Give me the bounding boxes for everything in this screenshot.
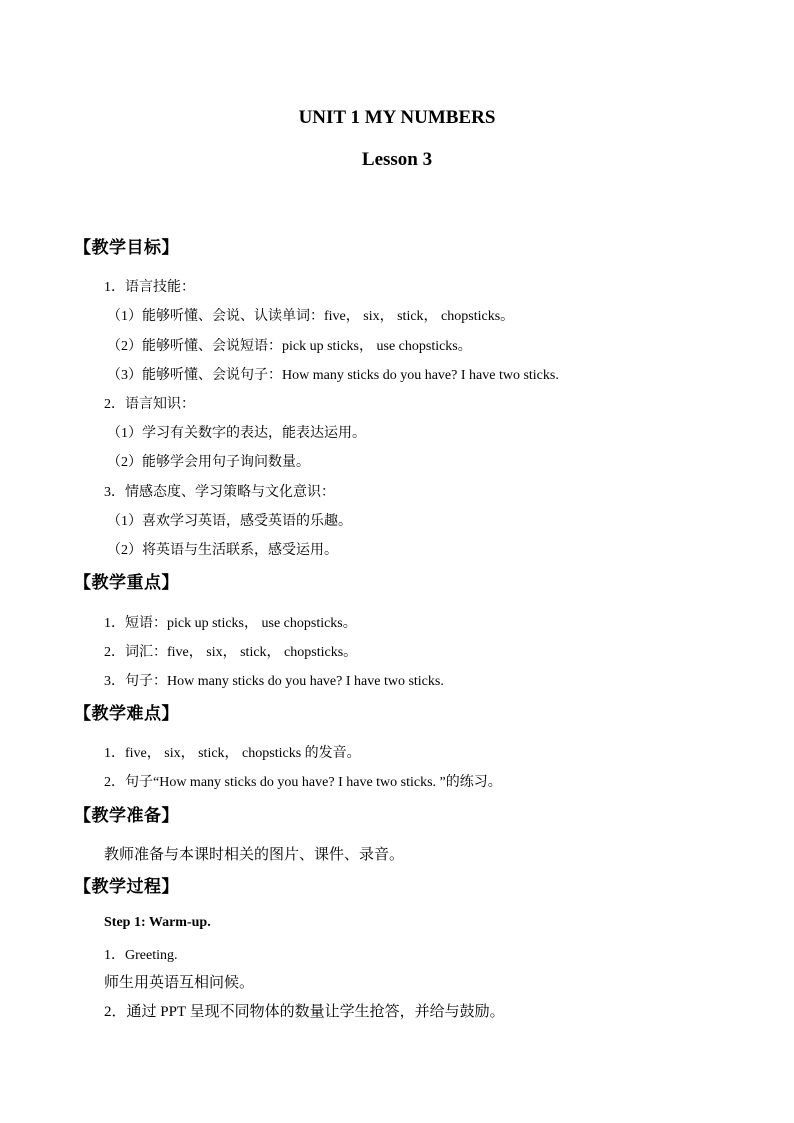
- key-point-line: 1．短语：pick up sticks， use chopsticks。: [104, 616, 357, 631]
- difficulty-line: 1．five， six， stick， chopsticks 的发音。: [104, 746, 361, 761]
- process-line: 1．Greeting.: [104, 948, 178, 963]
- objective-line: （1）学习有关数字的表达，能表达运用。: [107, 426, 366, 441]
- objective-line: （2）将英语与生活联系，感受运用。: [107, 543, 338, 558]
- objective-line: 2．语言知识：: [104, 397, 195, 412]
- objective-line: 1．语言技能：: [104, 280, 195, 295]
- page-subtitle: Lesson 3: [361, 149, 433, 170]
- section-heading-difficulties: 【教学难点】: [74, 704, 179, 723]
- key-point-line: 3．句子：How many sticks do you have? I have two sticks.: [104, 674, 444, 689]
- key-point-line: 2．词汇：five， six， stick， chopsticks。: [104, 645, 358, 660]
- difficulty-line: 2．句子“How many sticks do you have? I have two sticks. ”的练习。: [104, 775, 502, 790]
- section-heading-preparation: 【教学准备】: [74, 806, 179, 825]
- preparation-text: 教师准备与本课时相关的图片、课件、录音。: [104, 847, 405, 863]
- objective-line: （1）能够听懂、会说、认读单词：five， six， stick， chopsticks。: [107, 309, 515, 324]
- page-title: UNIT 1 MY NUMBERS: [298, 107, 496, 128]
- process-line: 2．通过 PPT 呈现不同物体的数量让学生抢答，并给与鼓励。: [104, 1004, 505, 1020]
- objective-line: （2）能够学会用句子询问数量。: [107, 455, 310, 470]
- objective-line: （3）能够听懂、会说句子：How many sticks do you have? I have two sticks.: [107, 368, 559, 383]
- objective-line: （2）能够听懂、会说短语：pick up sticks， use chopsticks。: [107, 339, 472, 354]
- objective-line: （1）喜欢学习英语，感受英语的乐趣。: [107, 514, 352, 529]
- section-heading-process: 【教学过程】: [74, 877, 179, 896]
- objective-line: 3．情感态度、学习策略与文化意识：: [104, 485, 335, 500]
- section-heading-objectives: 【教学目标】: [74, 238, 179, 257]
- section-heading-key-points: 【教学重点】: [74, 573, 179, 592]
- step-heading: Step 1: Warm-up.: [104, 915, 211, 930]
- process-line: 师生用英语互相问候。: [104, 975, 255, 991]
